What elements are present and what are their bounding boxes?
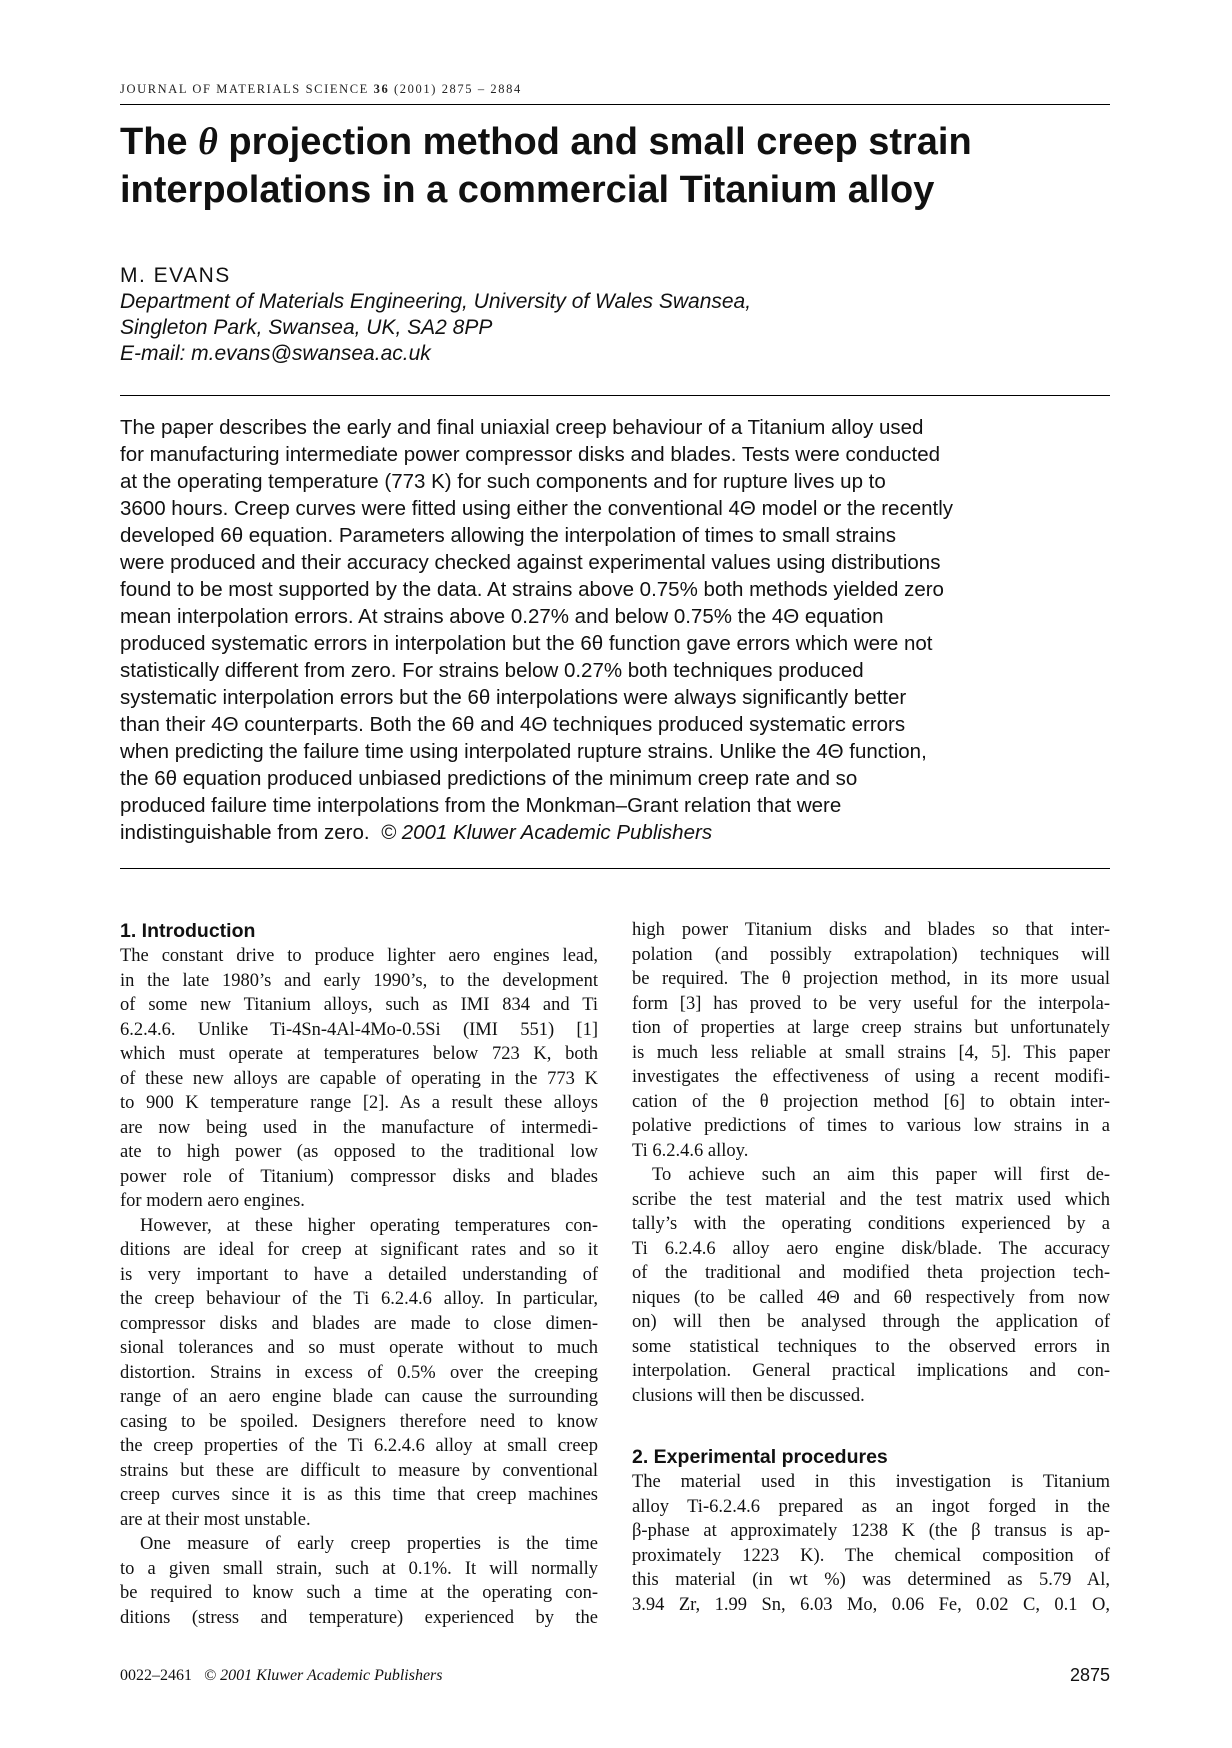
body-line: be required to know such a time at the operating con- — [120, 1583, 598, 1603]
body-line: Ti 6.2.4.6 alloy. — [632, 1140, 749, 1161]
body-line: One measure of early creep properties is the time — [140, 1534, 598, 1554]
body-line: β-phase at approximately 1238 K (the β transus is ap- — [632, 1521, 1110, 1541]
footer-issn: 0022–2461 — [120, 1667, 192, 1684]
body-line: clusions will then be discussed. — [632, 1385, 865, 1406]
body-line: tally’s with the operating conditions experienced by a — [632, 1214, 1110, 1234]
abstract-line: mean interpolation errors. At strains above 0.27% and below 0.75% the 4Θ equation — [120, 605, 884, 628]
abstract-top-rule — [120, 395, 1110, 396]
body-line: of these new alloys are capable of operating in the 773 K — [120, 1068, 598, 1089]
abstract-copyright: © 2001 Kluwer Academic Publishers — [380, 821, 713, 844]
body-line: polative predictions of times to various low strains in a — [632, 1116, 1110, 1136]
author-name: M. EVANS — [120, 264, 231, 287]
body-line: proximately 1223 K). The chemical composition of — [632, 1545, 1110, 1566]
body-line: are now being used in the manufacture of intermedi- — [120, 1117, 598, 1138]
abstract-line: developed 6θ equation. Parameters allowing the interpolation of times to small strains — [120, 524, 897, 547]
body-line: ditions are ideal for creep at significant rates and so it — [120, 1240, 598, 1260]
abstract-line: than their 4Θ counterparts. Both the 6θ and 4Θ techniques produced systematic errors — [120, 713, 906, 736]
body-line: polation (and possibly extrapolation) techniques will — [632, 944, 1110, 965]
body-line: 3.94 Zr, 1.99 Sn, 6.03 Mo, 0.06 Fe, 0.02 C, 0.1 O, — [632, 1594, 1110, 1615]
section-heading-experimental: 2. Experimental procedures — [632, 1446, 888, 1468]
journal-name: JOURNAL OF MATERIALS SCIENCE — [120, 82, 369, 96]
abstract-final-text: indistinguishable from zero. — [120, 821, 370, 844]
body-line: casing to be spoiled. Designers therefore need to know — [120, 1411, 598, 1432]
body-line: alloy Ti-6.2.4.6 prepared as an ingot forged in the — [632, 1496, 1110, 1517]
section-gap — [632, 1408, 1110, 1444]
body-line: to 900 K temperature range [2]. As a result these alloys — [120, 1093, 598, 1113]
body-line: scribe the test material and the test matrix used which — [632, 1189, 1110, 1210]
body-line: creep curves since it is as this time that creep machines — [120, 1485, 598, 1505]
title-line-2: interpolations in a commercial Titanium alloy — [120, 169, 935, 211]
right-column — [632, 918, 1110, 1617]
title-theta: θ — [198, 121, 218, 163]
running-head — [120, 82, 1110, 97]
body-line: sional tolerances and so must operate without to much — [120, 1338, 598, 1358]
body-line: to a given small strain, such at 0.1%. It will normally — [120, 1558, 598, 1579]
body-line: be required. The θ projection method, in its more usual — [632, 969, 1110, 989]
body-line: of some new Titanium alloys, such as IMI 834 and Ti — [120, 995, 598, 1015]
body-line: However, at these higher operating temperatures con- — [140, 1215, 598, 1236]
abstract-line: statistically different from zero. For strains below 0.27% both techniques produced — [120, 659, 864, 682]
abstract-line: were produced and their accuracy checked against experimental values using distributions — [120, 551, 941, 574]
title-line-1 — [120, 118, 1110, 166]
body-line: which must operate at temperatures below 723 K, both — [120, 1044, 598, 1064]
body-line: are at their most unstable. — [120, 1509, 311, 1530]
body-line: the creep behaviour of the Ti 6.2.4.6 alloy. In particular, — [120, 1289, 598, 1309]
body-line: range of an aero engine blade can cause the surrounding — [120, 1387, 598, 1407]
body-line: this material (in wt %) was determined as 5.79 Al, — [632, 1570, 1110, 1590]
body-line: tion of properties at large creep strains but unfortunately — [632, 1018, 1110, 1038]
left-column — [120, 918, 598, 1630]
abstract-bottom-rule — [120, 868, 1110, 869]
affiliation-line: Department of Materials Engineering, University of Wales Swansea, — [120, 290, 752, 313]
body-line: The constant drive to produce lighter aero engines lead, — [120, 946, 598, 966]
body-line: some statistical techniques to the observed errors in — [632, 1336, 1110, 1357]
body-line: compressor disks and blades are made to close dimen- — [120, 1313, 598, 1334]
affiliation-line: Singleton Park, Swansea, UK, SA2 8PP — [120, 316, 493, 339]
title-part-1: The — [120, 121, 188, 163]
body-line: form [3] has proved to be very useful for the interpola- — [632, 993, 1110, 1014]
footer-copyright: © 2001 Kluwer Academic Publishers — [204, 1667, 443, 1684]
abstract-line: 3600 hours. Creep curves were fitted using either the conventional 4Θ model or the recently — [120, 497, 953, 520]
author-affiliation — [120, 289, 1110, 367]
body-line: strains but these are difficult to measure by conventional — [120, 1460, 598, 1481]
journal-year-pages: (2001) 2875 – 2884 — [394, 82, 522, 96]
body-line: of the traditional and modified theta projection tech- — [632, 1263, 1110, 1283]
title-part-2: projection method and small creep strain — [228, 121, 972, 163]
abstract-line: systematic interpolation errors but the 6θ interpolations were always significantly better — [120, 686, 907, 709]
body-line: high power Titanium disks and blades so that inter- — [632, 920, 1110, 940]
abstract-line: for manufacturing intermediate power compressor disks and blades. Tests were conducted — [120, 443, 941, 466]
abstract — [120, 414, 1110, 846]
body-line: power role of Titanium) compressor disks and blades — [120, 1166, 598, 1187]
abstract-line: produced systematic errors in interpolation but the 6θ function gave errors which were not — [120, 632, 933, 655]
journal-volume: 36 — [373, 82, 390, 96]
body-line: is much less reliable at small strains [4, 5]. This paper — [632, 1042, 1110, 1063]
body-line: interpolation. General practical implications and con- — [632, 1361, 1110, 1381]
abstract-line: The paper describes the early and final uniaxial creep behaviour of a Titanium alloy used — [120, 416, 924, 439]
body-line: cation of the θ projection method [6] to obtain inter- — [632, 1091, 1110, 1112]
body-line: for modern aero engines. — [120, 1191, 305, 1211]
abstract-line: found to be most supported by the data. At strains above 0.75% both methods yielded zero — [120, 578, 944, 601]
section-heading-introduction: 1. Introduction — [120, 920, 256, 942]
body-line: ditions (stress and temperature) experienced by the — [120, 1607, 598, 1628]
abstract-line: at the operating temperature (773 K) for such components and for rupture lives up to — [120, 470, 886, 493]
body-line: investigates the effectiveness of using a recent modifi- — [632, 1067, 1110, 1087]
body-line: on) will then be analysed through the application of — [632, 1312, 1110, 1332]
header-rule — [120, 104, 1110, 105]
page-number: 2875 — [1069, 1665, 1110, 1685]
footer-issn-copyright — [120, 1667, 443, 1685]
body-line: in the late 1980’s and early 1990’s, to the development — [120, 970, 598, 991]
abstract-line: when predicting the failure time using interpolated rupture strains. Unlike the 4Θ function, — [120, 740, 927, 763]
abstract-line: the 6θ equation produced unbiased predictions of the minimum creep rate and so — [120, 767, 858, 790]
abstract-line-last — [120, 819, 1110, 846]
body-line: the creep properties of the Ti 6.2.4.6 alloy at small creep — [120, 1436, 598, 1456]
body-line: The material used in this investigation is Titanium — [632, 1472, 1110, 1492]
affiliation-email: E-mail: m.evans@swansea.ac.uk — [120, 342, 431, 365]
body-line: distortion. Strains in excess of 0.5% over the creeping — [120, 1362, 598, 1383]
page-title — [120, 118, 1110, 214]
abstract-line: produced failure time interpolations from the Monkman–Grant relation that were — [120, 794, 842, 817]
body-line: Ti 6.2.4.6 alloy aero engine disk/blade. The accuracy — [632, 1238, 1110, 1259]
body-line: is very important to have a detailed understanding of — [120, 1264, 598, 1285]
body-line: ate to high power (as opposed to the traditional low — [120, 1142, 598, 1162]
body-line: 6.2.4.6. Unlike Ti-4Sn-4Al-4Mo-0.5Si (IMI 551) [1] — [120, 1019, 598, 1040]
body-line: To achieve such an aim this paper will first de- — [652, 1165, 1110, 1185]
body-line: niques (to be called 4Θ and 6θ respectively from now — [632, 1287, 1110, 1308]
